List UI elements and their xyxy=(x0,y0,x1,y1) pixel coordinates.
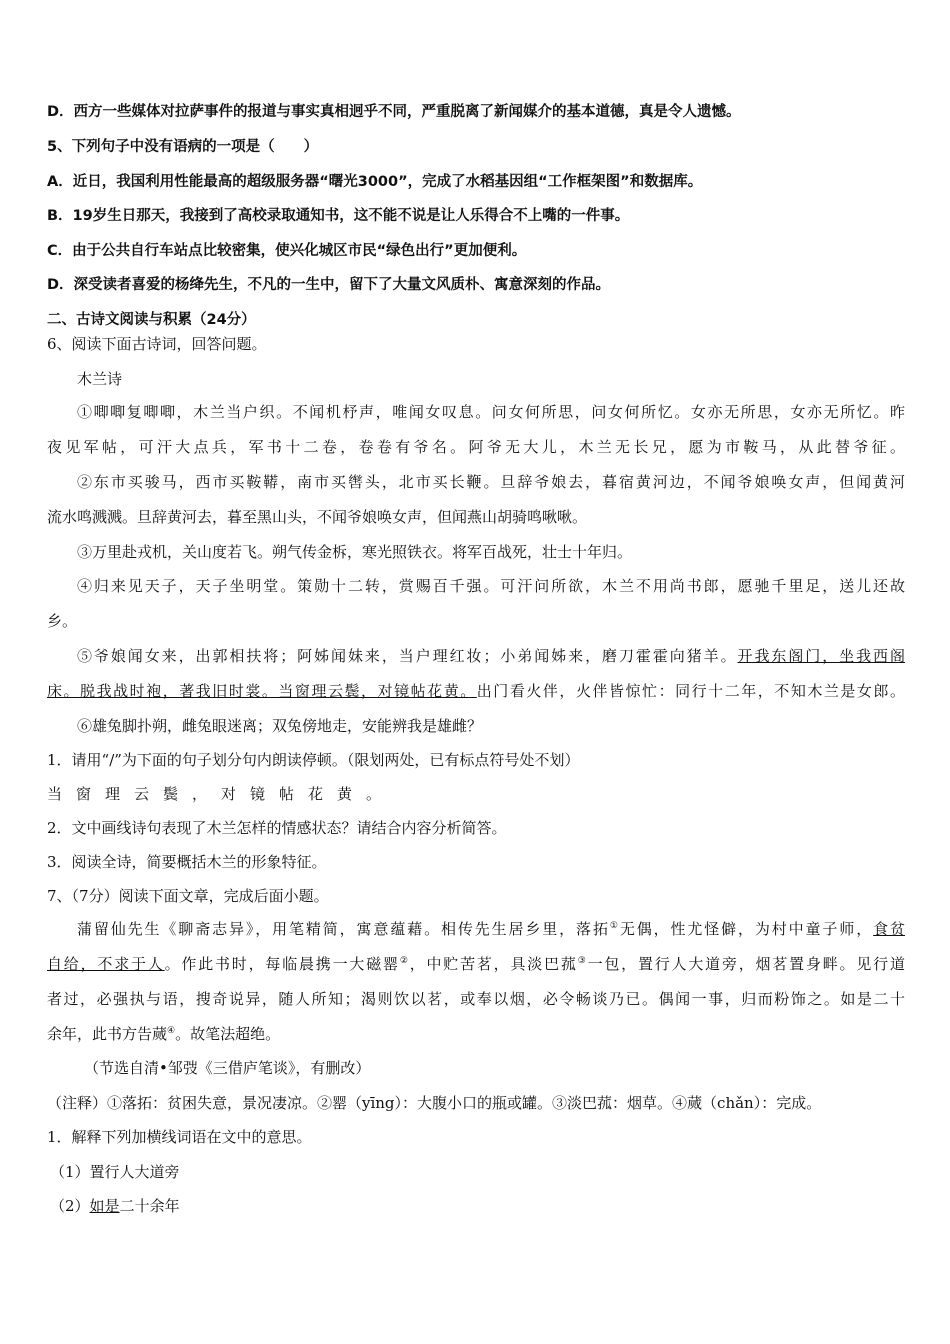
passage-notes: （注释）①落拓：贫困失意，景况凄凉。②罂（yīng）：大腹小口的瓶或罐。③淡巴菰：烟草。④蒇（chǎn）：完成。 xyxy=(47,1094,822,1112)
poem-para-6: ⑥雄兔脚扑朔，雌兔眼迷离；双兔傍地走，安能辨我是雄雌？ xyxy=(77,717,483,735)
poem-para-2-line-1: ②东市买骏马，西市买鞍鞯，南市买辔头，北市买长鞭。旦辞爷娘去，暮宿黄河边，不闻爷娘唤女声，但闻黄河 xyxy=(77,473,905,491)
q6-pause-sentence: 当窗理云鬓，对镜帖花黄。 xyxy=(47,785,396,803)
poem-para-4-line-2: 乡。 xyxy=(47,612,78,630)
poem-para-1-line-2: 夜见军帖，可汗大点兵，军书十二卷，卷卷有爷名。阿爷无大儿，木兰无长兄，愿为市鞍马，从此替爷征。 xyxy=(47,438,905,456)
passage-line-1 xyxy=(77,919,905,939)
poem-para-5-line-1 xyxy=(77,646,905,666)
note-ref-2: ② xyxy=(399,956,410,966)
section-title: 二、古诗文阅读与积累（24分） xyxy=(47,312,256,328)
q5-option-a: A．近日，我国利用性能最高的超级服务器“曙光3000”，完成了水稻基因组“工作框架图”和数据库。 xyxy=(47,174,703,190)
passage-line-4 xyxy=(47,1024,905,1044)
q4-option-d: D．西方一些媒体对拉萨事件的报道与事实真相迥乎不同，严重脱离了新闻媒介的基本道德，真是令人遗憾。 xyxy=(47,104,741,120)
underlined-verse: 床。脱我战时袍，著我旧时裳。当窗理云鬓，对镜帖花黄。 xyxy=(47,682,477,700)
poem-para-1-line-1: ①唧唧复唧唧，木兰当户织。不闻机杼声，唯闻女叹息。问女何所思，问女何所忆。女亦无所思，女亦无所忆。昨 xyxy=(77,403,905,421)
q6-sub-question-1: 1．请用“/”为下面的句子划分句内朗读停顿。（限划两处，已有标点符号处不划） xyxy=(47,751,580,769)
poem-title: 木兰诗 xyxy=(77,370,123,388)
passage-text: 。故笔法超绝。 xyxy=(175,1025,281,1043)
passage-text: 蒲留仙先生《聊斋志异》，用笔精简，寓意蕴藉。相传先生居乡里，落拓 xyxy=(77,920,610,938)
passage-line-2 xyxy=(47,954,905,974)
q6-sub-question-2: 2．文中画线诗句表现了木兰怎样的情感状态？请结合内容分析简答。 xyxy=(47,819,507,837)
item-2-number: （2） xyxy=(50,1197,90,1215)
passage-line-3: 者过，必强执与语，搜奇说异，随人所知；渴则饮以茗，或奉以烟，必令畅谈乃已。偶闻一事，归而粉饰之。如是二十 xyxy=(47,990,905,1008)
passage-text: 一包，置行人大道旁，烟茗置身畔。见行道 xyxy=(587,955,905,973)
q5-option-b: B．19岁生日那天，我接到了高校录取通知书，这不能不说是让人乐得合不上嘴的一件事。 xyxy=(47,208,630,224)
note-ref-1: ① xyxy=(609,921,620,931)
q5-stem: 5、下列句子中没有语病的一项是（ ） xyxy=(47,139,319,155)
underlined-phrase: 食贫 xyxy=(873,920,905,938)
note-ref-3: ③ xyxy=(577,956,588,966)
q5-option-c: C．由于公共自行车站点比较密集，使兴化城区市民“绿色出行”更加便利。 xyxy=(47,243,527,259)
note-ref-4: ④ xyxy=(167,1026,176,1036)
q7-item-2 xyxy=(50,1196,908,1216)
underlined-phrase: 自给，不求于人 xyxy=(47,955,165,973)
q7-item-1: （1）置行人大道旁 xyxy=(50,1163,180,1181)
underlined-word: 如是 xyxy=(89,1197,120,1215)
underlined-verse: 开我东阁门，坐我西阁 xyxy=(737,647,905,665)
poem-para-2-line-2: 流水鸣溅溅。旦辞黄河去，暮至黑山头，不闻爷娘唤女声，但闻燕山胡骑鸣啾啾。 xyxy=(47,508,588,526)
q7-stem: 7、（7分）阅读下面文章，完成后面小题。 xyxy=(47,887,329,905)
q5-option-d: D．深受读者喜爱的杨绛先生，不凡的一生中，留下了大量文风质朴、寓意深刻的作品。 xyxy=(47,277,611,293)
item-2-text: 二十余年 xyxy=(119,1197,180,1215)
q6-sub-question-3: 3．阅读全诗，简要概括木兰的形象特征。 xyxy=(47,853,327,871)
passage-text: 无偶，性尤怪僻，为村中童子师， xyxy=(619,920,874,938)
passage-text: 余年，此书方告蒇 xyxy=(47,1025,168,1043)
poem-para-5-text: 出门看火伴，火伴皆惊忙：同行十二年，不知木兰是女郎。 xyxy=(476,682,905,700)
q7-sub-question-1: 1．解释下列加横线词语在文中的意思。 xyxy=(47,1128,312,1146)
poem-para-5-text: ⑤爷娘闻女来，出郭相扶将；阿姊闻妹来，当户理红妆；小弟闻姊来，磨刀霍霍向猪羊。 xyxy=(77,647,738,665)
passage-source: （节选自清•邹弢《三借庐笔谈》，有删改） xyxy=(84,1059,371,1077)
q6-stem: 6、阅读下面古诗词，回答问题。 xyxy=(47,335,267,353)
poem-para-5-line-2 xyxy=(47,681,905,701)
poem-para-3: ③万里赴戎机，关山度若飞。朔气传金柝，寒光照铁衣。将军百战死，壮士十年归。 xyxy=(77,543,633,561)
passage-text: ，中贮苦茗，具淡巴菰 xyxy=(409,955,578,973)
passage-text: 。作此书时，每临晨携一大磁罂 xyxy=(164,955,400,973)
poem-para-4-line-1: ④归来见天子，天子坐明堂。策勋十二转，赏赐百千强。可汗问所欲，木兰不用尚书郎，愿驰千里足，送儿还故 xyxy=(77,577,905,595)
